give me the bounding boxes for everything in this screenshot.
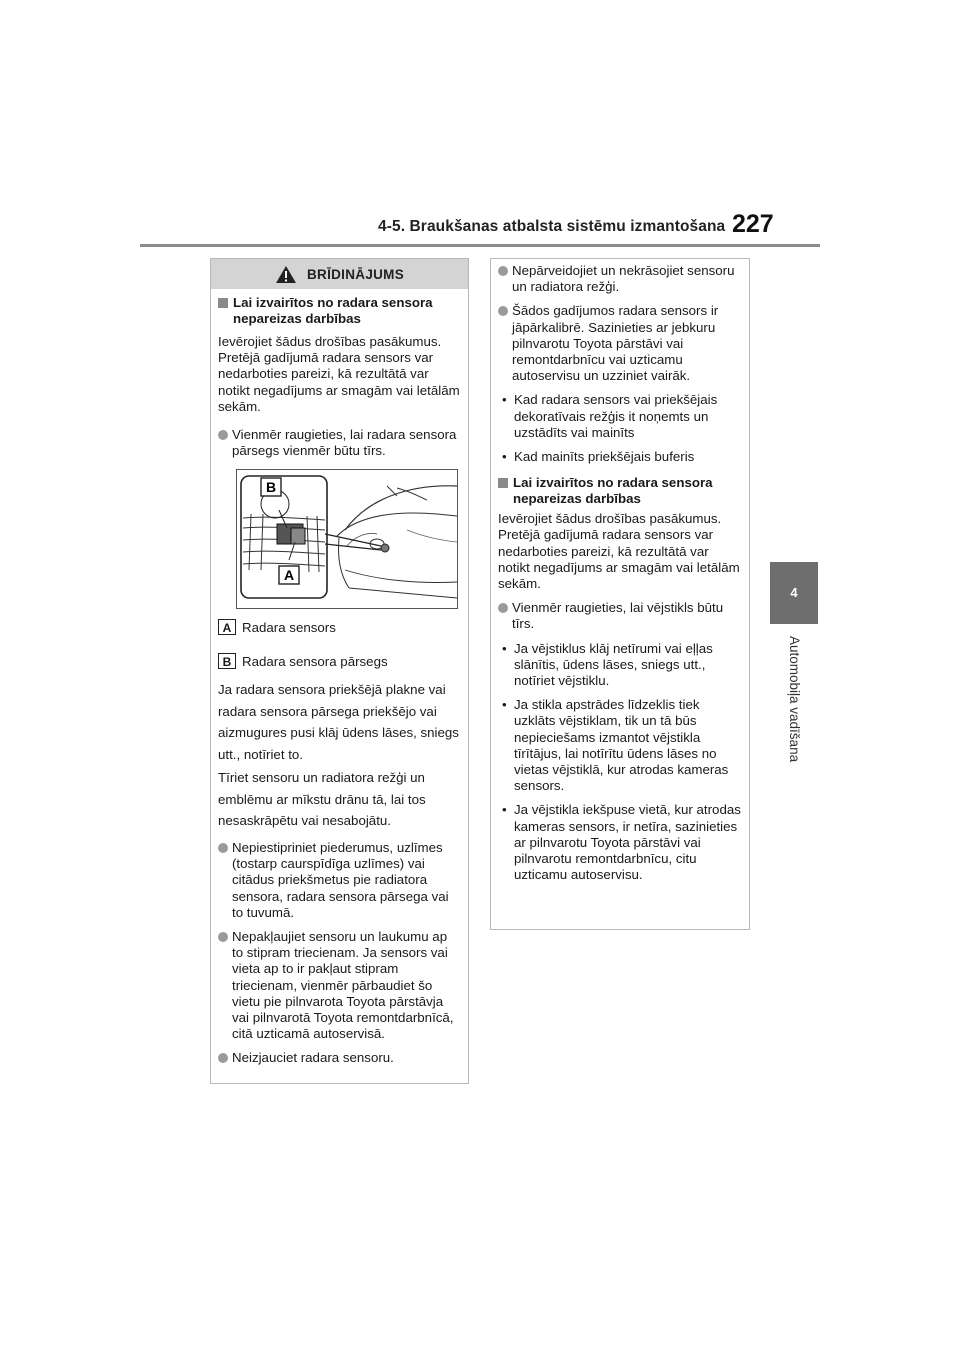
circle-bullet-icon <box>218 430 228 440</box>
chapter-side-label <box>786 636 806 796</box>
circle-bullet-icon <box>218 843 228 853</box>
list-item-text: Vienmēr raugieties, lai vējstikls būtu tīrs. <box>512 600 724 632</box>
warning-box-left <box>210 258 469 1084</box>
section-title: Lai izvairītos no radara sensora nepareizas darbības <box>233 295 433 326</box>
sub-list-item <box>498 641 742 690</box>
square-bullet-icon <box>218 298 228 308</box>
legend-text-b: Radara sensora pārsegs <box>242 653 388 669</box>
list-item <box>498 263 742 295</box>
figure-label-b: B <box>265 479 277 496</box>
list-item-text: Šādos gadījumos radara sensors ir jāpārkalibrē. Sazinieties ar jebkuru pilnvarotu Toyota pārstāvi vai remontdarbnīcu vai uzticamu autoservisu un uzziniet vairāk. <box>512 303 719 384</box>
list-item <box>218 929 461 1042</box>
bullet-mark: • <box>502 802 507 818</box>
car-front-drawing <box>237 470 457 608</box>
sub-list-item <box>498 697 742 794</box>
list-item <box>498 303 742 384</box>
warning-title: BRĪDINĀJUMS <box>306 266 405 282</box>
warning-triangle-icon <box>275 265 297 284</box>
list-item-text: Nepakļaujiet sensoru un laukumu ap to stipram triecienam. Ja sensors vai vieta ap to ir pakļaut stipram triecienam, vienmēr pārbaudiet šo vietu pie pilnvarota Toyota pārstāvja vai pilnvarotā Toyota remontdarbnīcā, citā uzticamā autoservisā. <box>232 928 454 1042</box>
list-item <box>498 600 742 632</box>
warning-box-right <box>490 258 750 930</box>
sub-list-item <box>498 449 742 465</box>
header-rule <box>140 244 820 247</box>
chapter-side-label-text: Automobiļa vadīšana <box>787 636 802 763</box>
list-item <box>218 840 461 921</box>
bullet-mark: • <box>502 640 507 656</box>
section-intro: Ievērojiet šādus drošības pasākumus. Pretējā gadījumā radara sensors var nedarboties pareizi, kā rezultātā var notikt negadījums ar smagām vai letālām sekām. <box>218 334 460 414</box>
chapter-heading: 4-5. Braukšanas atbalsta sistēmu izmantošana <box>378 218 726 235</box>
chapter-tab[interactable]: 4 <box>770 562 818 624</box>
section-intro: Ievērojiet šādus drošības pasākumus. Pretējā gadījumā radara sensors var nedarboties pareizi, kā rezultātā var notikt negadījums ar smagām vai letālām sekām. <box>498 511 740 592</box>
list-item-text: Nepiestipriniet piederumus, uzlīmes (tostarp caurspīdīga uzlīmes) vai citādus priekšmetus pie radiatora sensora, radara sensora pārsega vai to tuvumā. <box>232 839 449 920</box>
paragraph: Tīriet sensoru un radiatora režģi un emblēmu ar mīkstu drānu tā, lai tos nesaskrāpētu vai nesabojātu. <box>218 770 426 829</box>
warning-header <box>211 259 468 289</box>
legend-key-a: A <box>218 619 236 635</box>
list-item-text: Neizjauciet radara sensoru. <box>232 1050 394 1066</box>
radar-sensor-illustration <box>236 469 458 609</box>
circle-bullet-icon <box>498 266 508 276</box>
section-heading <box>498 475 742 507</box>
bullet-mark: • <box>502 697 507 713</box>
page-number: 227 <box>732 210 774 238</box>
circle-bullet-icon <box>218 1053 228 1063</box>
sub-list-item <box>498 392 742 441</box>
bullet-mark: • <box>502 392 507 408</box>
sub-list-item-text: Kad mainīts priekšējais buferis <box>514 449 695 465</box>
circle-bullet-icon <box>498 306 508 316</box>
list-item <box>218 1050 461 1066</box>
section-title: Lai izvairītos no radara sensora nepareizas darbības <box>513 475 713 507</box>
legend-item-b <box>218 653 461 669</box>
legend-text-a: Radara sensors <box>242 619 336 635</box>
sub-list-item <box>498 802 742 883</box>
paragraph: Ja radara sensora priekšējā plakne vai radara sensora pārsega priekšējo vai aizmugures pusi klāj ūdens lāses, sniegs utt., notīriet to. <box>218 682 459 762</box>
section-heading <box>218 295 461 327</box>
circle-bullet-icon <box>498 603 508 613</box>
legend-item-a <box>218 619 461 635</box>
sub-list-item-text: Ja vējstiklus klāj netīrumi vai eļļas slānītis, ūdens lāses, sniegs utt., notīriet vējstiklu. <box>514 640 713 689</box>
circle-bullet-icon <box>218 932 228 942</box>
list-item-text: Nepārveidojiet un nekrāsojiet sensoru un radiatora režģi. <box>512 263 735 295</box>
bullet-mark: • <box>502 449 507 465</box>
list-item <box>218 427 461 459</box>
figure-label-a: A <box>283 567 295 584</box>
sub-list-item-text: Kad radara sensors vai priekšējais dekoratīvais režģis it noņemts un uzstādīts vai mainīts <box>514 392 718 440</box>
legend-key-b: B <box>218 653 236 669</box>
sub-list-item-text: Ja stikla apstrādes līdzeklis tiek uzklāts vējstiklam, tik un tā būs nepieciešams izmantot vējstikla tīrītājus, lai notīrītu ūdens lāses no vietas vējstiklā, kur atrodas kameras sensors. <box>514 697 729 794</box>
sub-list-item-text: Ja vējstikla iekšpuse vietā, kur atrodas kameras sensors, ir netīra, sazinieties ar pilnvarotu Toyota pārstāvi vai pilnvarotu remontdarbnīcu, citu uzticamu autoservisu. <box>514 802 741 883</box>
square-bullet-icon <box>498 478 508 488</box>
list-item-text: Vienmēr raugieties, lai radara sensora pārsegs vienmēr būtu tīrs. <box>232 427 457 459</box>
